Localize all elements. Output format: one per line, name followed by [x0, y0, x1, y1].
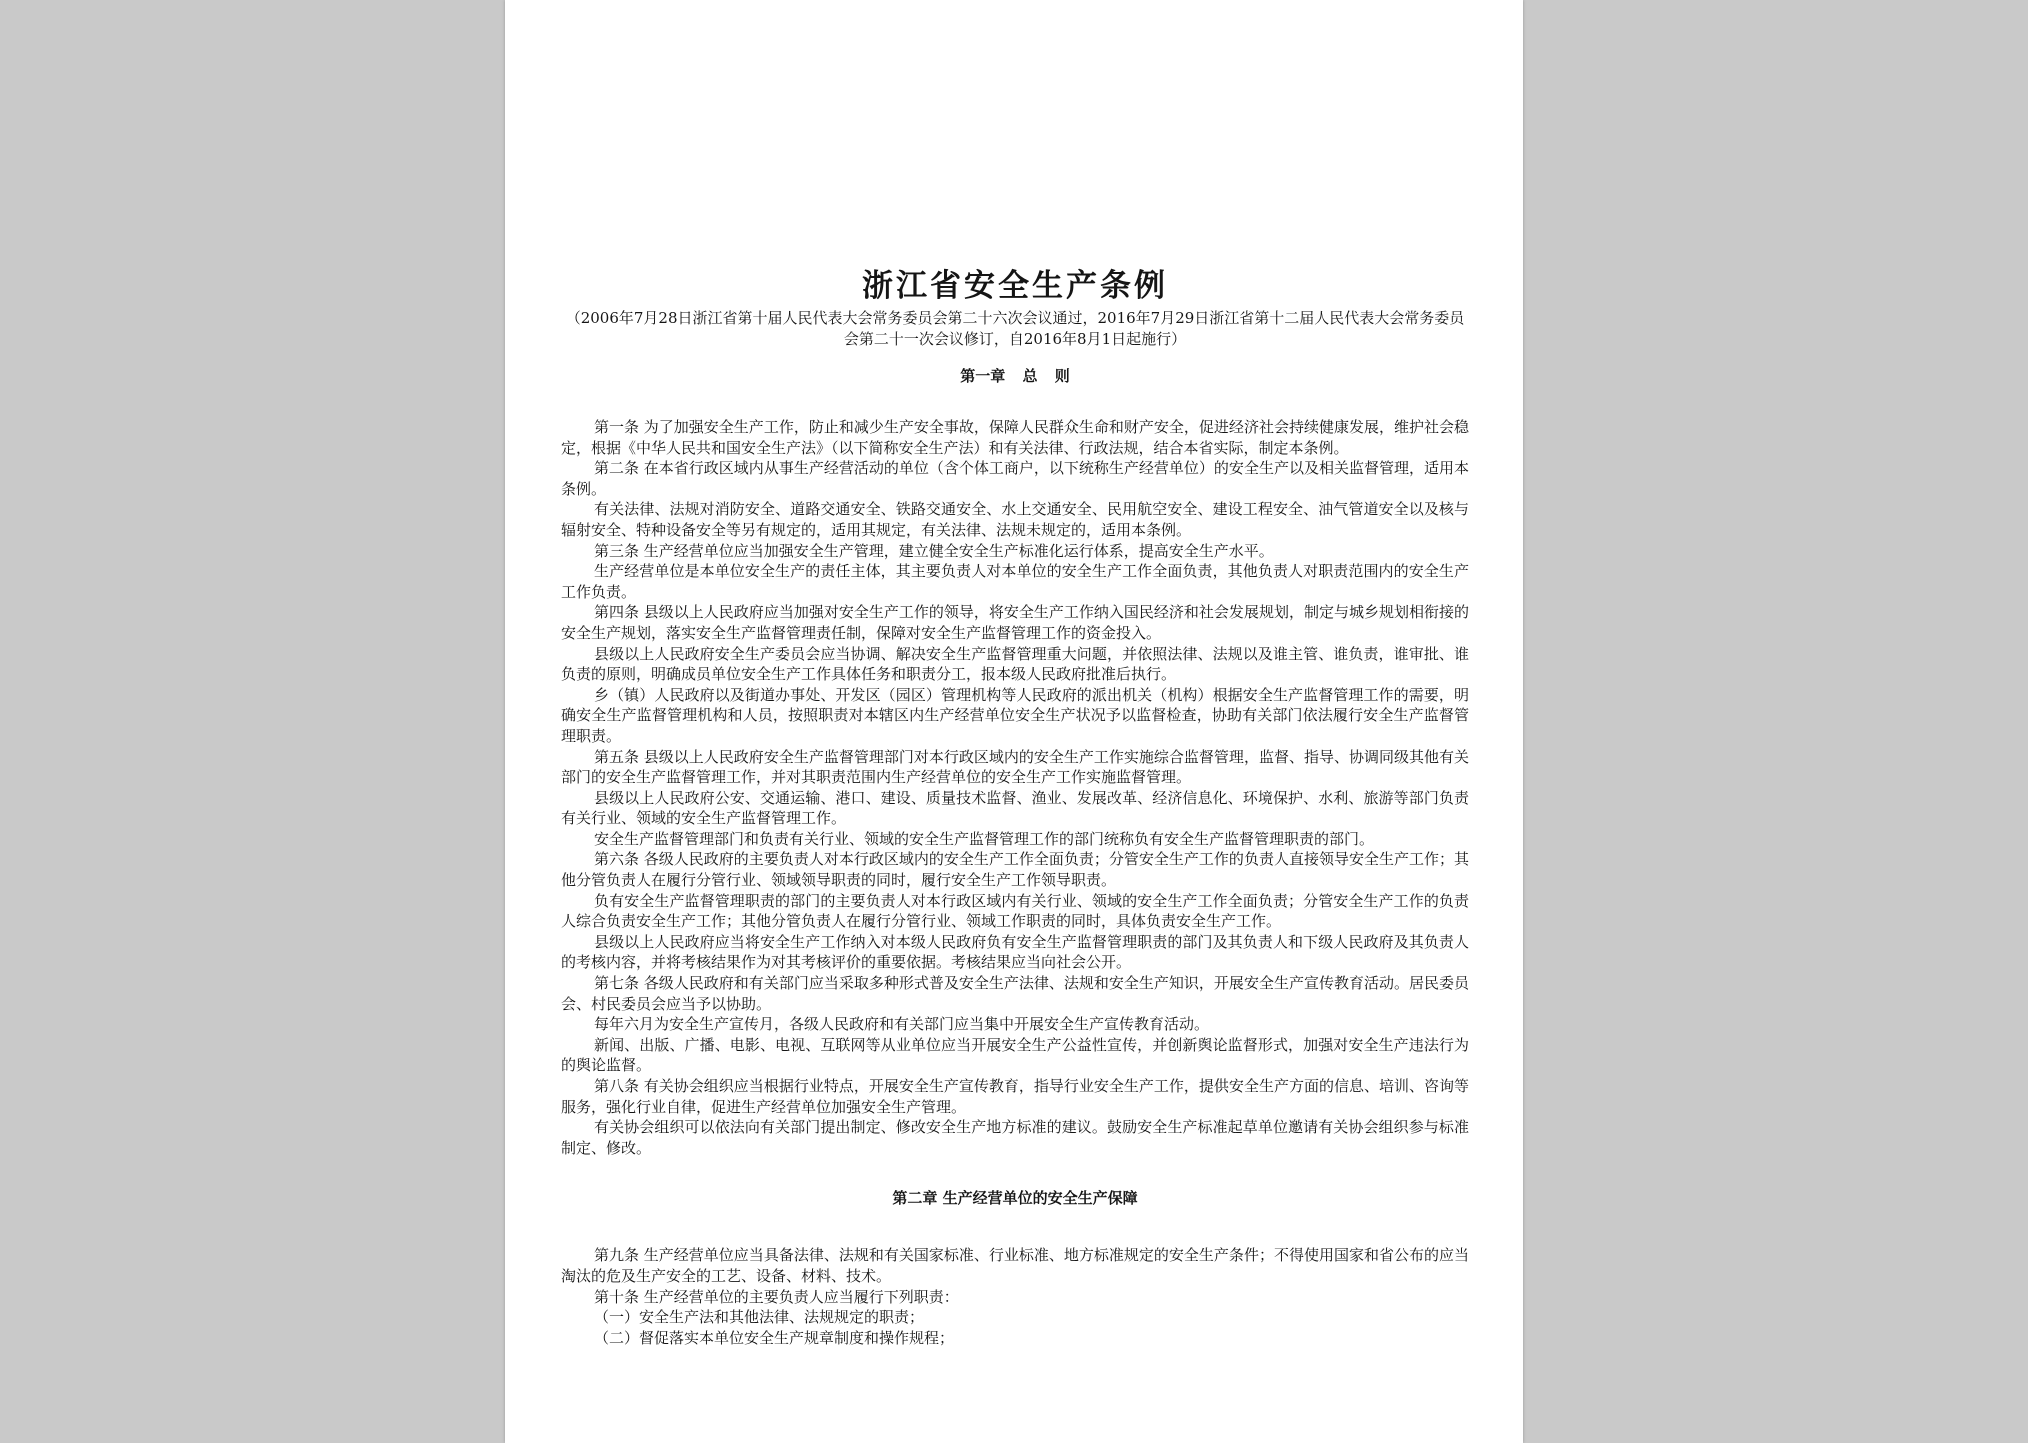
list-item: （二）督促落实本单位安全生产规章制度和操作规程； — [594, 1328, 955, 1347]
paragraph: 生产经营单位是本单位安全生产的责任主体，其主要负责人对本单位的安全生产工作全面负责，其他负责人对职责范围内的安全生产工作负责。 — [561, 562, 1469, 601]
paragraph: 县级以上人民政府公安、交通运输、港口、建设、质量技术监督、渔业、发展改革、经济信息化、环境保护、水利、旅游等部门负责有关行业、领域的安全生产监督管理工作。 — [561, 788, 1469, 828]
article-7: 第七条 各级人民政府和有关部门应当采取多种形式普及安全生产法律、法规和安全生产知识，开展安全生产宣传教育活动。居民委员会、村民委员会应当予以协助。 — [561, 974, 1469, 1013]
article-1: 第一条 为了加强安全生产工作，防止和减少生产安全事故，保障人民群众生命和财产安全，促进经济社会持续健康发展，维护社会稳定，根据《中华人民共和国安全生产法》（以下简称安全生产法）和有关法律、行政法规，结合本省实际，制定本条例。 — [561, 418, 1469, 457]
document-page — [505, 0, 1523, 1443]
paragraph: 新闻、出版、广播、电影、电视、互联网等从业单位应当开展安全生产公益性宣传，并创新舆论监督形式，加强对安全生产违法行为的舆论监督。 — [561, 1035, 1469, 1075]
article-6: 第六条 各级人民政府的主要负责人对本行政区域内的安全生产工作全面负责；分管安全生产工作的负责人直接领导安全生产工作；其他分管负责人在履行分管行业、领域领导职责的同时，履行安全生产工作领导职责。 — [561, 850, 1469, 890]
chapter-2-body — [561, 1245, 1469, 1348]
article-8: 第八条 有关协会组织应当根据行业特点，开展安全生产宣传教育，指导行业安全生产工作，提供安全生产方面的信息、培训、咨询等服务，强化行业自律，促进生产经营单位加强安全生产管理。 — [561, 1077, 1469, 1116]
paragraph: 县级以上人民政府应当将安全生产工作纳入对本级人民政府负有安全生产监督管理职责的部门及其负责人和下级人民政府及其负责人的考核内容，并将考核结果作为对其考核评价的重要依据。考核结果应当向社会公开。 — [561, 932, 1469, 972]
document-subtitle: （2006年7月28日浙江省第十届人民代表大会常务委员会第二十六次会议通过，2016年7月29日浙江省第十二届人民代表大会常务委员会第二十一次会议修订，自2016年8月1日起施行） — [565, 309, 1465, 348]
paragraph: 每年六月为安全生产宣传月，各级人民政府和有关部门应当集中开展安全生产宣传教育活动。 — [594, 1015, 1210, 1034]
paragraph: 安全生产监督管理部门和负责有关行业、领域的安全生产监督管理工作的部门统称负有安全生产监督管理职责的部门。 — [594, 829, 1375, 848]
article-3: 第三条 生产经营单位应当加强安全生产管理，建立健全安全生产标准化运行体系，提高安全生产水平。 — [594, 541, 1274, 560]
article-10: 第十条 生产经营单位的主要负责人应当履行下列职责： — [594, 1287, 959, 1306]
article-2: 第二条 在本省行政区域内从事生产经营活动的单位（含个体工商户，以下统称生产经营单位）的安全生产以及相关监督管理，适用本条例。 — [561, 459, 1469, 498]
paragraph: 县级以上人民政府安全生产委员会应当协调、解决安全生产监督管理重大问题，并依照法律、法规以及谁主管、谁负责，谁审批、谁负责的原则，明确成员单位安全生产工作具体任务和职责分工，报本级人民政府批准后执行。 — [561, 644, 1469, 684]
paragraph: 乡（镇）人民政府以及街道办事处、开发区（园区）管理机构等人民政府的派出机关（机构）根据安全生产监督管理工作的需要，明确安全生产监督管理机构和人员，按照职责对本辖区内生产经营单位安全生产状况予以监督检查，协助有关部门依法履行安全生产监督管理职责。 — [561, 685, 1469, 745]
paragraph: 有关协会组织可以依法向有关部门提出制定、修改安全生产地方标准的建议。鼓励安全生产标准起草单位邀请有关协会组织参与标准制定、修改。 — [561, 1118, 1469, 1157]
paragraph: 负有安全生产监督管理职责的部门的主要负责人对本行政区域内有关行业、领域的安全生产工作全面负责；分管安全生产工作的负责人综合负责安全生产工作；其他分管负责人在履行分管行业、领域工作职责的同时，具体负责安全生产工作。 — [561, 891, 1469, 931]
article-9: 第九条 生产经营单位应当具备法律、法规和有关国家标准、行业标准、地方标准规定的安全生产条件；不得使用国家和省公布的应当淘汰的危及生产安全的工艺、设备、材料、技术。 — [561, 1246, 1469, 1285]
chapter-1-body — [561, 417, 1469, 1158]
chapter-1-heading: 第一章 总 则 — [960, 367, 1070, 385]
article-4: 第四条 县级以上人民政府应当加强对安全生产工作的领导，将安全生产工作纳入国民经济和社会发展规划，制定与城乡规划相衔接的安全生产规划，落实安全生产监督管理责任制，保障对安全生产监督管理工作的资金投入。 — [561, 603, 1469, 642]
paragraph: 有关法律、法规对消防安全、道路交通安全、铁路交通安全、水上交通安全、民用航空安全、建设工程安全、油气管道安全以及核与辐射安全、特种设备安全等另有规定的，适用其规定，有关法律、法规未规定的，适用本条例。 — [561, 500, 1469, 539]
article-5: 第五条 县级以上人民政府安全生产监督管理部门对本行政区域内的安全生产工作实施综合监督管理，监督、指导、协调同级其他有关部门的安全生产监督管理工作，并对其职责范围内生产经营单位的安全生产工作实施监督管理。 — [561, 747, 1469, 787]
chapter-2-heading: 第二章 生产经营单位的安全生产保障 — [892, 1189, 1138, 1208]
document-title: 浙江省安全生产条例 — [862, 268, 1168, 304]
list-item: （一）安全生产法和其他法律、法规规定的职责； — [594, 1308, 925, 1327]
document-content — [561, 266, 1469, 1348]
